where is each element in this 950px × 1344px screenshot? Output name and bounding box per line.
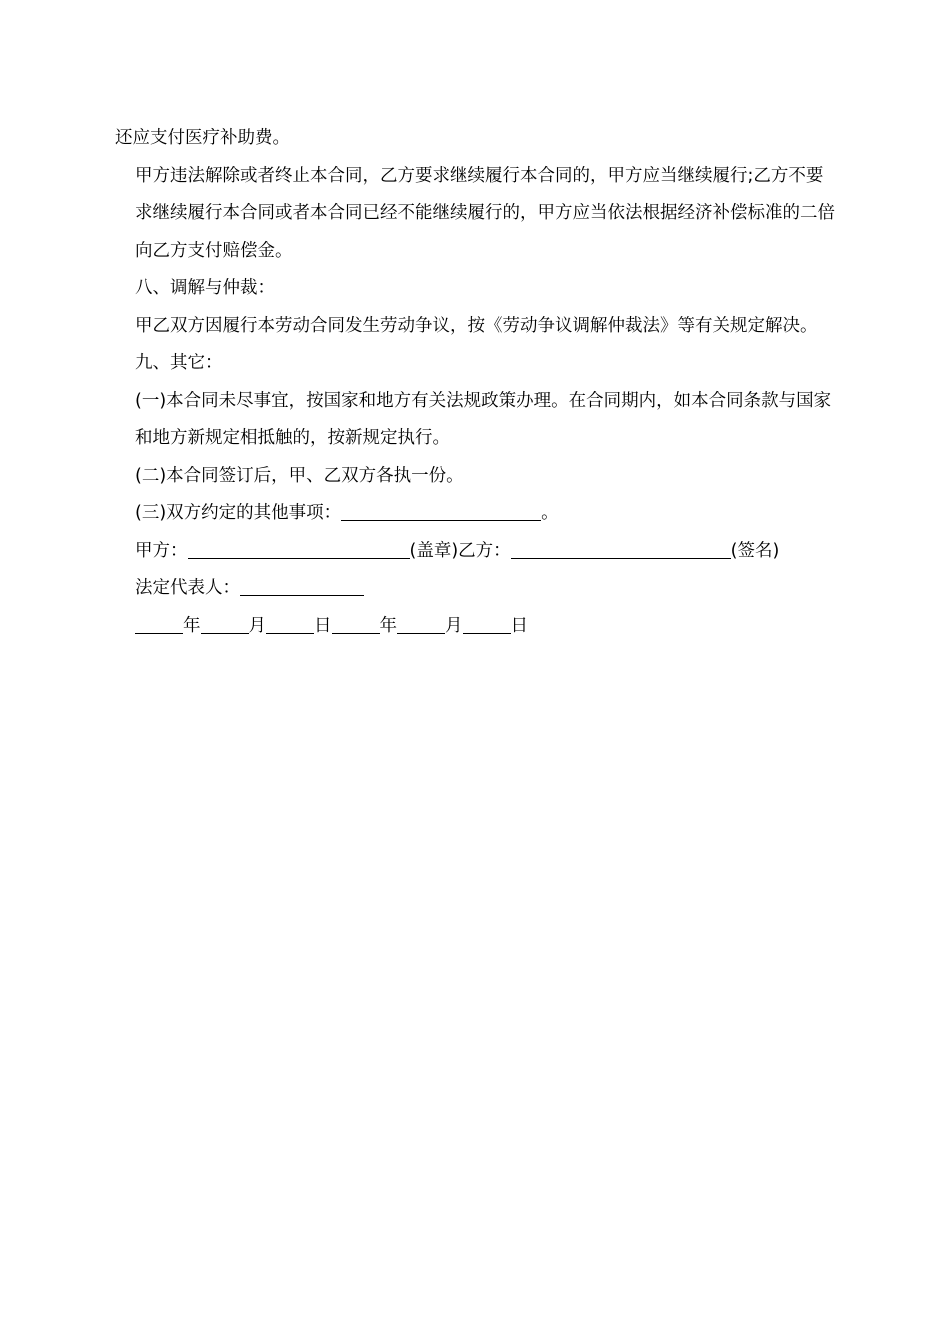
sign-label: (签名): [730, 540, 780, 561]
date-a-day-label: 日: [314, 615, 332, 636]
paragraph-medical-subsidy: 还应支付医疗补助费。: [115, 128, 290, 148]
party-a-blank[interactable]: [188, 538, 410, 559]
legal-representative-line: [115, 570, 835, 608]
clause-item-1: (一)本合同未尽事宜，按国家和地方有关法规政策办理。在合同期内，如本合同条款与国家和地方新规定相抵触的，按新规定执行。: [135, 390, 832, 448]
date-b-month-blank[interactable]: [397, 613, 445, 634]
section-heading-mediation: 八、调解与仲裁：: [135, 278, 275, 298]
date-b-month-label: 月: [445, 615, 463, 636]
clause-item-3-label: (三)双方约定的其他事项：: [135, 503, 342, 523]
date-a-month-blank[interactable]: [201, 613, 249, 634]
party-a-label: 甲方：: [135, 540, 188, 561]
legal-rep-blank[interactable]: [240, 575, 364, 596]
seal-label: (盖章): [409, 540, 459, 561]
clause-item-3: [115, 495, 835, 533]
date-a-year-label: 年: [183, 615, 201, 636]
clause-item-2: (二)本合同签订后，甲、乙双方各执一份。: [135, 465, 464, 486]
clause-item-3-end: 。: [541, 503, 559, 523]
other-matters-blank[interactable]: [341, 500, 541, 521]
date-a-month-label: 月: [248, 615, 266, 636]
legal-rep-label: 法定代表人：: [135, 578, 240, 598]
party-b-blank[interactable]: [511, 538, 731, 559]
party-b-label: 乙方：: [458, 540, 511, 561]
date-b-year-blank[interactable]: [332, 613, 380, 634]
paragraph-breach-compensation: 甲方违法解除或者终止本合同，乙方要求继续履行本合同的，甲方应当继续履行;乙方不要求继续履行本合同或者本合同已经不能继续履行的，甲方应当依法根据经济补偿标准的二倍向乙方支付赔偿金。: [135, 165, 835, 261]
signature-parties-line: [115, 533, 835, 571]
date-a-year-blank[interactable]: [135, 613, 183, 634]
date-b-year-label: 年: [379, 615, 397, 636]
date-line: [115, 608, 835, 646]
date-b-day-blank[interactable]: [463, 613, 511, 634]
paragraph-mediation: 甲乙双方因履行本劳动合同发生劳动争议，按《劳动争议调解仲裁法》等有关规定解决。: [135, 315, 818, 336]
date-a-day-blank[interactable]: [266, 613, 314, 634]
date-b-day-label: 日: [510, 615, 528, 636]
section-heading-other: 九、其它：: [135, 353, 223, 373]
document-body: [115, 120, 835, 645]
